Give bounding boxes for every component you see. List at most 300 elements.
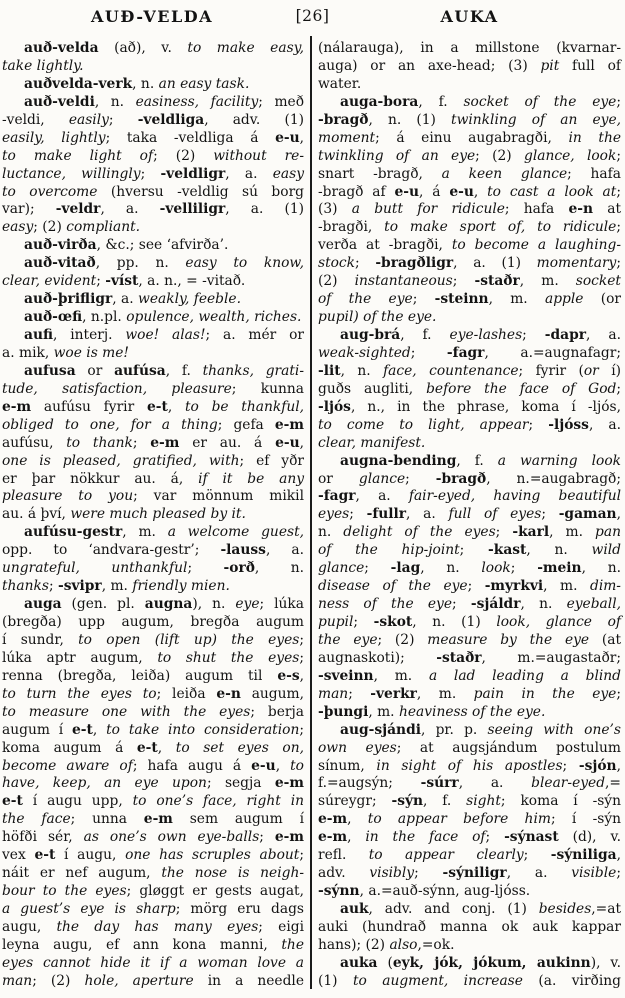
text-line	[318, 686, 621, 704]
headword-text: e-m	[143, 811, 173, 828]
plain-text: ,	[616, 847, 621, 864]
text-line	[318, 76, 621, 94]
plain-text: ;	[414, 865, 443, 882]
gloss-text: to take into consideration	[106, 721, 300, 738]
plain-text: refl.	[318, 847, 369, 864]
gloss-text: in sight of his apostles	[376, 757, 563, 774]
gloss-text: easy to know,	[185, 255, 304, 272]
text-line	[2, 166, 304, 184]
gloss-text: look, glance of	[496, 614, 621, 630]
plain-text: ; (2)	[32, 972, 85, 989]
gloss-text: pain in the eye	[473, 685, 617, 702]
plain-text: (hversu -veldlig sú borg	[97, 183, 304, 200]
plain-text: , m.	[416, 685, 474, 702]
plain-text: súreygr;	[318, 793, 392, 810]
plain-text: , a.=auð-sýnn, aug-ljóss.	[359, 883, 531, 900]
plain-text: snart -bragð,	[318, 165, 442, 182]
plain-text: , m.	[488, 291, 545, 308]
plain-text: , n.	[420, 560, 482, 577]
headword-text: e-u	[251, 757, 276, 774]
plain-text: augnaskoti);	[318, 649, 437, 666]
plain-text: ; (2)	[377, 631, 428, 648]
plain-text: , adv. and conj. (1)	[368, 901, 539, 917]
column-divider-rule	[310, 36, 312, 989]
plain-text: ;	[452, 273, 475, 290]
text-line	[2, 901, 304, 919]
headword-text: e-n	[568, 201, 594, 218]
plain-text: ;	[616, 93, 621, 110]
gloss-text: heaviness of the eye.	[398, 703, 546, 720]
text-line	[318, 704, 621, 722]
gloss-text: if it be any	[198, 470, 304, 487]
gloss-text: take lightly.	[2, 57, 84, 74]
headword-text: -sýnn	[318, 883, 360, 900]
plain-text: ; eigi	[258, 918, 304, 935]
plain-text: ;	[616, 147, 621, 164]
headword-text: eyk, jók, jókum, aukinn	[392, 954, 591, 971]
text-line	[318, 793, 621, 811]
text-line	[2, 40, 304, 58]
text-line	[2, 865, 304, 883]
plain-text: ;	[522, 327, 545, 343]
plain-text: (2)	[318, 273, 355, 290]
gloss-text: disease of the eye	[318, 578, 468, 595]
plain-text: ,	[157, 739, 176, 756]
gloss-text: moment	[318, 129, 376, 146]
plain-text: ; leiða	[156, 685, 217, 702]
headword-text: -víst	[105, 273, 139, 290]
text-line	[318, 758, 621, 776]
gloss-text: man	[2, 972, 33, 989]
headword-text: e-m	[318, 829, 348, 846]
headword-text: e-u	[275, 129, 300, 146]
plain-text: ;	[523, 847, 551, 864]
plain-text: ,	[167, 398, 185, 415]
plain-text: ; í -sýn	[550, 811, 621, 828]
gloss-text: before the face of God	[426, 380, 617, 397]
plain-text: -bragði,	[318, 219, 385, 236]
plain-text: ;	[562, 757, 579, 774]
text-line	[318, 130, 621, 148]
plain-text: sínum,	[318, 757, 377, 774]
headword-text: auð-þrifligr	[24, 291, 113, 308]
gloss-text: ungrateful, unthankful	[2, 560, 188, 577]
headword-text: e-m	[2, 398, 32, 415]
gloss-text: easy	[2, 219, 34, 236]
text-line	[318, 937, 621, 955]
plain-text: ;	[364, 560, 391, 577]
headword-text: -bragð	[435, 470, 487, 487]
headword-text: e-u	[449, 183, 474, 200]
headword-text: -verkr	[370, 685, 417, 702]
headword-text: -sýniligr	[442, 865, 507, 882]
text-line	[2, 578, 304, 596]
plain-text: augum,	[240, 685, 304, 702]
headword-text: auð-veldi	[24, 93, 95, 110]
plain-text: ;	[353, 614, 374, 630]
headword-text: -sýnast	[504, 829, 559, 846]
gloss-text: pit	[540, 57, 560, 74]
plain-text: hans); (2)	[318, 936, 390, 953]
text-line	[318, 40, 621, 58]
plain-text: adv.	[318, 865, 370, 882]
headword-text: -sjón	[578, 757, 617, 774]
plain-text: ,	[299, 667, 304, 684]
text-line	[318, 578, 621, 596]
text-line	[318, 614, 621, 632]
plain-text: ;	[405, 470, 436, 487]
gloss-text: as one’s own eye-balls	[83, 829, 260, 846]
plain-text: ;	[616, 865, 621, 882]
text-line	[2, 740, 304, 758]
plain-text: ;	[510, 560, 538, 577]
headword-text: -þungi	[318, 703, 369, 720]
plain-text: ;	[349, 506, 367, 523]
plain-text: ;	[412, 291, 435, 308]
headword-text: -sýniliga	[550, 847, 617, 864]
plain-text: ,	[299, 434, 305, 451]
plain-text: ;	[259, 829, 275, 846]
plain-text: , n.pl.	[82, 309, 127, 326]
headword-text: e-m	[318, 811, 348, 828]
plain-text: or	[318, 470, 359, 487]
gloss-text: instantaneous	[354, 273, 453, 290]
text-line	[2, 973, 304, 991]
headword-text: auð-virða	[24, 237, 97, 254]
text-line	[318, 112, 621, 130]
plain-text: er au. á	[179, 434, 276, 451]
gloss-text: socket	[575, 273, 621, 290]
text-line	[2, 453, 304, 471]
text-line	[2, 184, 304, 202]
gloss-text: look	[481, 560, 511, 577]
plain-text: , m.	[519, 273, 576, 290]
text-line	[2, 847, 304, 865]
plain-text: ; hafa	[504, 201, 569, 218]
gloss-text: of the hip-joint	[318, 542, 460, 559]
gloss-text: obliged to one, for a thing	[2, 416, 218, 433]
gloss-text: glance	[358, 470, 406, 487]
gloss-text: twinkling of an eye	[318, 147, 476, 164]
text-line	[2, 883, 304, 901]
gloss-text: weakly, feeble.	[138, 291, 241, 308]
gloss-text: seeing with one’s	[487, 721, 621, 738]
plain-text: ,	[275, 757, 291, 774]
plain-text: ;	[541, 506, 559, 523]
plain-text: ;	[48, 578, 59, 595]
text-line	[2, 632, 304, 650]
headword-text: -mein	[537, 560, 582, 577]
plain-text: ,	[616, 757, 621, 774]
plain-text: -bragð af	[318, 183, 395, 200]
plain-text: , m.	[368, 703, 399, 720]
gloss-text: to open (lift up) the eyes	[78, 631, 300, 648]
plain-text: ;	[459, 542, 489, 559]
headword-text: auga-bora	[340, 93, 419, 110]
text-line	[2, 130, 304, 148]
column-right	[318, 40, 621, 991]
plain-text: , a.	[112, 291, 139, 308]
plain-text: ;	[299, 649, 304, 666]
headword-text: auka	[340, 954, 378, 971]
headword-text: auk	[340, 901, 369, 917]
gloss-text: pupil	[318, 614, 354, 630]
text-line	[2, 327, 304, 345]
gloss-text: wild	[591, 542, 621, 559]
plain-text: aufúsu fyrir	[31, 398, 147, 415]
gloss-text: also	[389, 936, 418, 953]
plain-text: ;	[299, 631, 304, 648]
headword-text: -lauss	[220, 542, 266, 559]
plain-text: , m.	[549, 524, 596, 541]
text-line	[2, 58, 304, 76]
gloss-text: socket of the eye	[463, 93, 617, 110]
gloss-text: to become a laughing-	[451, 237, 621, 254]
gloss-text: woe! alas!	[125, 327, 206, 343]
plain-text: (að), v.	[98, 40, 188, 56]
plain-text: ; gefa	[217, 416, 275, 433]
text-line	[318, 919, 621, 937]
plain-text: at	[593, 201, 622, 218]
text-line	[2, 596, 304, 614]
running-head	[0, 7, 625, 29]
plain-text: ,	[616, 506, 621, 523]
plain-text: ; berja	[250, 703, 304, 720]
plain-text: , a.	[265, 542, 304, 559]
text-line	[2, 76, 304, 94]
text-line	[318, 219, 621, 237]
text-line	[318, 399, 621, 417]
plain-text: (3)	[318, 201, 352, 218]
headword-text: e-t	[34, 847, 56, 864]
plain-text: water.	[318, 75, 362, 92]
plain-text: augu,	[2, 918, 57, 935]
gloss-text: the nose is neigh-	[161, 865, 305, 882]
plain-text: f.=augsýn;	[318, 775, 421, 792]
headword-text: -dapr	[544, 327, 587, 343]
headword-text: -karl	[512, 524, 550, 541]
plain-text: ;	[616, 183, 621, 200]
plain-text: ;	[616, 380, 621, 397]
text-line	[318, 955, 621, 973]
gloss-text: compliant.	[66, 219, 141, 236]
text-line	[318, 435, 621, 453]
plain-text: vex	[2, 847, 35, 864]
gloss-text: face, countenance	[383, 362, 519, 379]
gloss-text: easiness, facility	[135, 93, 259, 110]
text-line	[318, 506, 621, 524]
plain-text: , a.	[100, 201, 160, 218]
gloss-text: glance	[318, 560, 365, 577]
headword-text: -sjáldr	[470, 596, 521, 613]
plain-text: , n.	[526, 542, 592, 559]
headword-text: auðvelda-verk	[24, 75, 133, 92]
headword-text: -fagr	[446, 344, 485, 361]
gloss-text: have, keep, an eye upon	[2, 775, 207, 792]
headword-text: -myrkvi	[484, 578, 544, 595]
text-line	[318, 327, 621, 345]
plain-text: ;	[348, 685, 371, 702]
headword-text: e-n	[216, 685, 241, 702]
gloss-text: to overcome	[2, 183, 98, 200]
text-line	[2, 524, 304, 542]
plain-text: ; at augsjándum postulum	[396, 739, 622, 756]
gloss-text: delight of the eyes	[343, 524, 496, 541]
plain-text: , n.	[254, 560, 305, 577]
plain-text: , a.=augnafagr;	[484, 344, 621, 361]
gloss-text: the day has many eyes	[56, 918, 259, 935]
headword-text: -staðr	[436, 649, 482, 666]
text-line	[2, 793, 304, 811]
gloss-text: hole, aperture	[84, 972, 194, 989]
text-line	[318, 255, 621, 273]
headword-text: -sveinn	[318, 667, 374, 684]
text-line	[318, 381, 621, 399]
plain-text: n.	[318, 524, 344, 541]
plain-text: , a. n., = -vitað.	[138, 273, 246, 290]
plain-text: ), v.	[590, 954, 621, 971]
plain-text: verða at -bragði,	[318, 237, 452, 254]
plain-text: er þar nökkur au. á,	[2, 470, 199, 487]
headword-text: -gaman	[558, 506, 617, 523]
plain-text: ;	[528, 416, 549, 433]
text-line	[318, 865, 621, 883]
headword-text: -lit	[318, 362, 341, 379]
plain-text: ,=	[605, 775, 621, 792]
headword-text: e-m	[150, 434, 180, 451]
text-line	[2, 237, 304, 255]
text-line	[2, 363, 304, 381]
headword-text: auð-vitað	[24, 255, 96, 272]
gloss-text: a lad leading a blind	[428, 667, 621, 684]
plain-text: í sundr,	[2, 631, 79, 648]
text-line	[2, 417, 304, 435]
text-line	[318, 829, 621, 847]
plain-text: , a.	[586, 327, 621, 343]
plain-text: ;	[467, 578, 485, 595]
gloss-text: visibly	[369, 865, 415, 882]
plain-text: , m.	[122, 524, 168, 541]
gloss-text: to thank	[66, 434, 133, 451]
plain-text: , adv. (1)	[204, 111, 304, 128]
headword-text: -fagr	[318, 488, 356, 505]
header-word-left: AUÐ-VELDA	[90, 7, 214, 26]
plain-text: ;	[140, 165, 161, 182]
text-line	[318, 345, 621, 363]
plain-text: ; lúka	[259, 596, 305, 613]
plain-text: -veldi,	[2, 111, 69, 128]
plain-text: ;	[299, 847, 304, 864]
text-line	[318, 201, 621, 219]
headword-text: aug-sjándi	[340, 721, 421, 738]
text-line	[2, 471, 304, 489]
gloss-text: to make sport of, to ridicule	[384, 219, 617, 236]
text-line	[2, 686, 304, 704]
gloss-text: fair-eyed, having beautiful	[408, 488, 621, 505]
plain-text: ,	[92, 721, 107, 738]
headword-text: aufúsa	[114, 362, 166, 379]
gloss-text: to	[290, 757, 304, 774]
gloss-text: eye	[235, 596, 260, 613]
plain-text: ; (2)	[153, 147, 214, 164]
plain-text: ; segja	[206, 775, 275, 792]
text-line	[2, 937, 304, 955]
gloss-text: blear-eyed	[531, 775, 606, 792]
headword-text: -kast	[488, 542, 527, 559]
text-line	[2, 668, 304, 686]
plain-text: ;	[485, 829, 505, 846]
text-line	[318, 883, 621, 901]
text-line	[2, 919, 304, 937]
headword-text: -ljós	[318, 398, 351, 415]
gloss-text: become aware of	[2, 757, 133, 774]
text-line	[318, 148, 621, 166]
plain-text: , n. (1)	[368, 111, 452, 128]
plain-text: , n.	[581, 560, 621, 577]
plain-text: (1)	[318, 972, 353, 989]
gloss-text: a guest’s eye is sharp	[2, 901, 176, 917]
text-line	[2, 201, 304, 219]
text-line	[2, 94, 304, 112]
text-line	[318, 811, 621, 829]
gloss-text: an easy task.	[158, 75, 250, 92]
plain-text: auga) or an axe-head; (3)	[318, 57, 541, 74]
text-line	[2, 955, 304, 973]
gloss-text: the face	[2, 811, 71, 828]
plain-text: koma augum á	[2, 739, 137, 756]
text-line	[318, 650, 621, 668]
text-line	[318, 166, 621, 184]
plain-text: , m.	[373, 667, 429, 684]
gloss-text: to make light of	[2, 147, 154, 164]
headword-text: e-m	[274, 416, 304, 433]
gloss-text: thanks	[2, 578, 49, 595]
plain-text: , m.	[101, 578, 133, 595]
gloss-text: the	[281, 936, 304, 953]
plain-text: , n.	[340, 362, 384, 379]
plain-text: (	[377, 954, 393, 971]
plain-text: , n. (1)	[412, 614, 497, 630]
text-line	[318, 740, 621, 758]
text-line	[2, 112, 304, 130]
column-left	[2, 40, 304, 991]
gloss-text: to one’s face, right in	[132, 793, 304, 810]
plain-text: auki (hundrað manna ok auk kappar	[318, 918, 621, 935]
gloss-text: own eyes	[318, 739, 397, 756]
plain-text: , pp. n.	[95, 255, 186, 272]
gloss-text: to cast a look at	[487, 183, 617, 200]
gloss-text: friendly mien.	[132, 578, 230, 595]
gloss-text: in the	[568, 129, 622, 146]
plain-text: , f.	[423, 793, 467, 810]
plain-text: ;	[616, 255, 621, 272]
headword-text: -staðr	[474, 273, 520, 290]
gloss-text: easily, lightly	[2, 129, 106, 146]
plain-text: , n.	[132, 75, 159, 92]
plain-text: ; kunna	[231, 380, 305, 397]
headword-text: augna-bending	[340, 452, 457, 469]
plain-text: , a.	[506, 865, 572, 882]
plain-text: , n.	[520, 596, 567, 613]
headword-text: -veldliga	[137, 111, 205, 128]
plain-text: ;	[495, 524, 513, 541]
plain-text: , a.	[355, 488, 409, 505]
text-line	[2, 542, 304, 560]
gloss-text: a keen glance	[441, 165, 568, 182]
text-line	[2, 488, 304, 506]
gloss-text: apple	[544, 291, 584, 308]
gloss-text: to make easy,	[187, 40, 304, 56]
